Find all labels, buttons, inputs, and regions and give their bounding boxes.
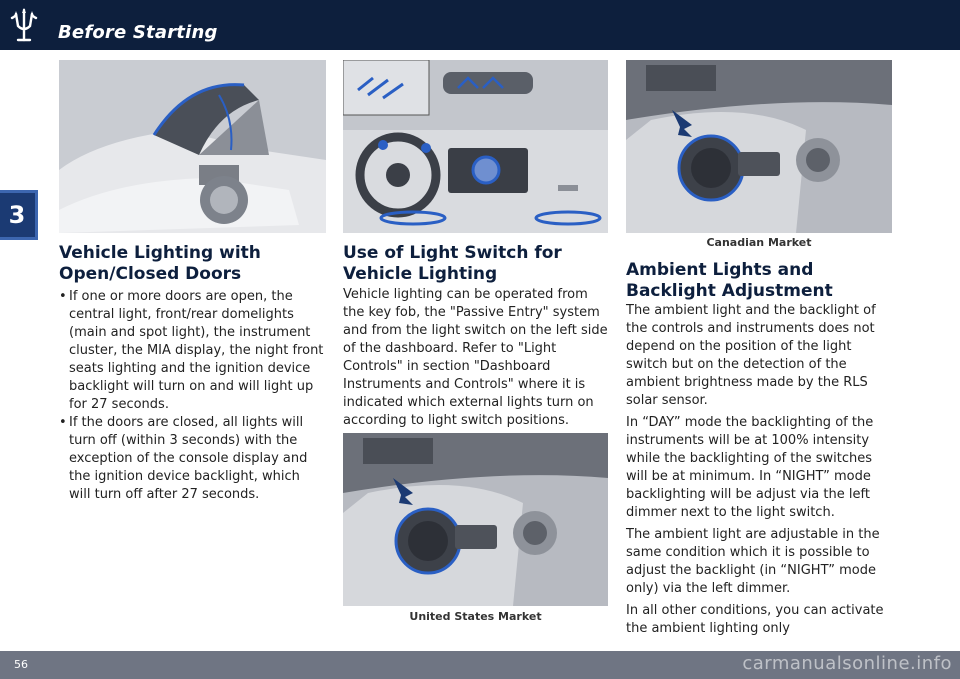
chapter-tab[interactable] <box>0 190 38 240</box>
watermark: carmanualsonline.info <box>742 653 952 674</box>
right-heading: Ambient Lights and Backlight Adjustment <box>626 260 833 301</box>
middle-heading: Use of Light Switch for Vehicle Lighting <box>343 243 562 284</box>
us-market-caption: United States Market <box>409 610 542 623</box>
paragraph: The ambient light are adjustable in the same condition which it is possible to adjust the backlight (in “NIGHT” mode only) via the left dimmer. <box>626 527 880 596</box>
left-bullet-list <box>59 288 324 504</box>
light-switch-canada-illustration <box>626 60 892 233</box>
canada-market-caption: Canadian Market <box>706 236 812 249</box>
chapter-number: 3 <box>8 201 26 229</box>
list-item: • If one or more doors are open, the central light, front/rear domelights (main and spot light), the instrument cluster, the MIA display, the night front seats lighting and the ignition device backlight will turn on and will light up for 27 seconds. <box>59 289 324 412</box>
page-header <box>0 0 960 50</box>
light-switch-us-illustration <box>343 433 608 606</box>
paragraph: In all other conditions, you can activate the ambient lighting only <box>626 603 884 636</box>
page-footer <box>0 651 960 679</box>
bullet-text: If one or more doors are open, the central light, front/rear domelights (main and spot light), the instrument cluster, the MIA display, the night front seats lighting and the ignition device backlight will turn on and will light up for 27 seconds. <box>69 289 324 412</box>
bullet-text: If the doors are closed, all lights will turn off (within 3 seconds) with the exception of the console display and the ignition device backlight, which will turn off after 27 seconds. <box>69 415 308 502</box>
section-title: Before Starting <box>58 22 218 43</box>
dashboard-interior-illustration <box>343 60 608 233</box>
trident-logo-icon <box>6 6 42 44</box>
paragraph: The ambient light and the backlight of the controls and instruments does not depend on the position of the light switch but on the detection of the ambient brightness made by the RLS solar sensor. <box>626 303 876 408</box>
paragraph: In “DAY” mode the backlighting of the instruments will be at 100% intensity while the backlighting of the switches will be at minimum. In “NIGHT” mode backlighting will be adjust via the left dimmer next to the light switch. <box>626 415 874 520</box>
page-number: 56 <box>14 658 28 671</box>
middle-paragraph: Vehicle lighting can be operated from the key fob, the "Passive Entry" system and from the light switch on the left side of the dashboard. Refer to "Light Controls" in section "Dashboard Instruments and Controls" where it is indicated which external lights turn on according to light switch positions. <box>343 287 608 428</box>
list-item: • If the doors are closed, all lights will turn off (within 3 seconds) with the exception of the console display and the ignition device backlight, which will turn off after 27 seconds. <box>59 414 324 504</box>
left-heading: Vehicle Lighting with Open/Closed Doors <box>59 243 261 284</box>
trunk-open-illustration <box>59 60 326 233</box>
right-body <box>626 302 896 642</box>
